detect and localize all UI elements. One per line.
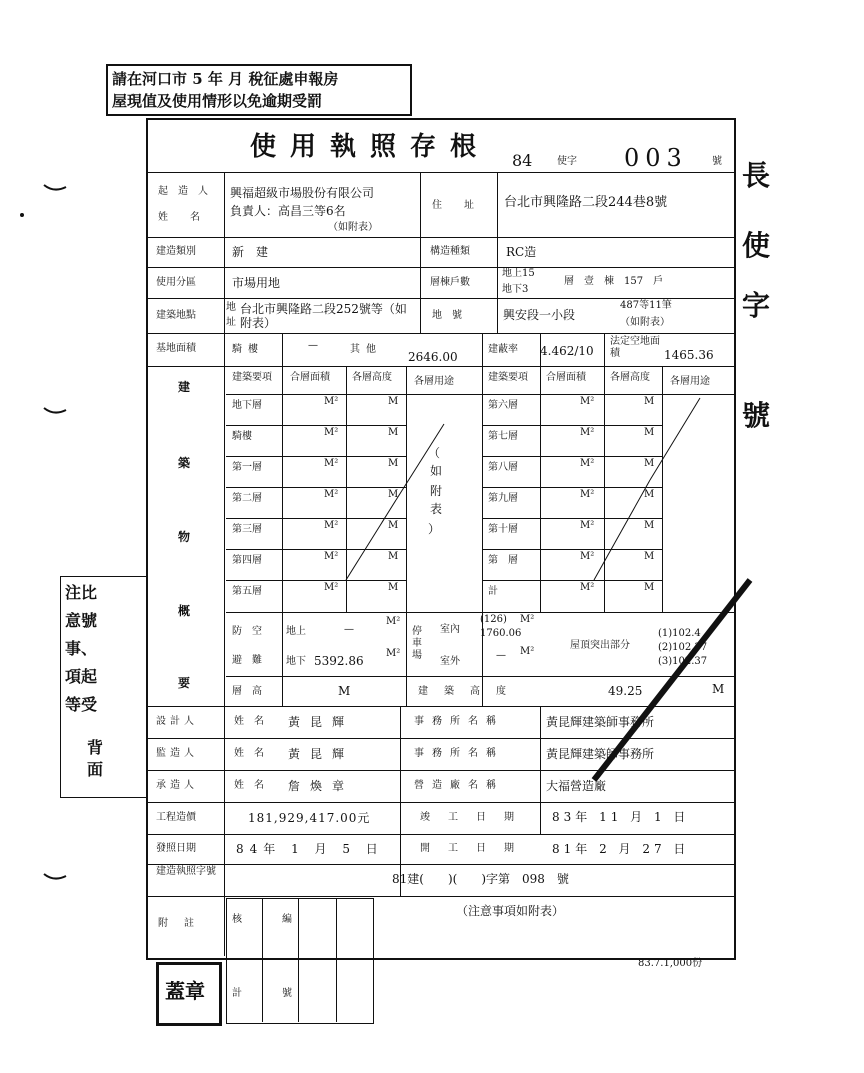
coverage-value: 4.462/10 xyxy=(540,344,594,358)
floors-below: 地下3 xyxy=(502,284,529,295)
approval-col-2: 編 xyxy=(282,914,292,925)
building-height-value: 49.25 xyxy=(608,684,643,698)
summary-char-2: 築 xyxy=(178,456,191,470)
story-height-label: 層高 xyxy=(232,686,272,697)
col-use-left: 各層用途 xyxy=(414,376,454,387)
doc-number: 003 xyxy=(624,144,688,172)
base-area-label: 基地面積 xyxy=(156,343,196,354)
floor-row-label: 第七層 xyxy=(488,431,518,442)
other-area: 2646.00 xyxy=(408,350,458,364)
site-value: 台北市興隆路二段252號等（如附表） xyxy=(240,302,407,330)
building-height-label: 建築高度 xyxy=(418,686,522,697)
bleed-through-char: 號 xyxy=(742,399,771,432)
floor-height-unit: M xyxy=(388,489,399,500)
official-seal xyxy=(156,962,222,1026)
summary-char-5: 要 xyxy=(178,676,191,690)
floor-row-label: 騎樓 xyxy=(232,431,252,442)
builder-name-label: 姓名 xyxy=(158,212,222,223)
shelter-above-area: — xyxy=(344,624,354,635)
floor-height-unit: M xyxy=(644,551,655,562)
designer-office-label: 事務所名稱 xyxy=(414,716,504,727)
supervisor-office-label: 事務所名稱 xyxy=(414,748,504,759)
floor-area-unit: M² xyxy=(580,489,595,500)
outdoor-unit: M² xyxy=(520,646,535,657)
builder-note: （如附表） xyxy=(328,222,378,233)
story-height-value: M xyxy=(338,684,351,698)
floor-height-unit: M xyxy=(644,489,655,500)
side-back-label: 背面 xyxy=(87,738,104,779)
designer-name-label: 姓名 xyxy=(234,716,274,727)
col-area-right: 合層面積 xyxy=(546,372,586,383)
shelter-above-unit: M² xyxy=(386,616,401,627)
summary-char-3: 物 xyxy=(178,530,191,544)
use-note-3: 附 xyxy=(430,484,443,498)
floor-area-unit: M² xyxy=(580,458,595,469)
summary-char-4: 概 xyxy=(178,604,191,618)
floor-area-unit: M² xyxy=(580,551,595,562)
seal-text: 蓋章 xyxy=(165,979,205,1003)
permit-value: 81建( )( )字第 098 號 xyxy=(392,872,569,886)
floor-area-unit: M² xyxy=(580,582,595,593)
floor-area-unit: M² xyxy=(324,396,339,407)
floor-area-unit: M² xyxy=(580,520,595,531)
building-height-unit: M xyxy=(712,682,725,696)
col-area-left: 合層面積 xyxy=(290,372,330,383)
doc-year: 84 xyxy=(512,151,533,170)
floor-row-label: 第三層 xyxy=(232,524,262,535)
contractor-firm-label: 營造廠名稱 xyxy=(414,780,504,791)
bleed-through-char: 使 xyxy=(742,229,771,262)
cost-value: 181,929,417.00元 xyxy=(248,811,371,825)
summary-char-1: 建 xyxy=(178,380,191,394)
indoor-label: 室內 xyxy=(440,624,460,635)
floor-height-unit: M xyxy=(388,427,399,438)
site-sub2: 址 xyxy=(226,317,236,328)
floor-row-label: 第 層 xyxy=(488,555,518,566)
permit-no-label: 建造執照字號 xyxy=(156,866,216,877)
edge-marks xyxy=(0,0,146,1073)
shelter-label: 防空 xyxy=(232,626,272,637)
floor-row-label: 第六層 xyxy=(488,400,518,411)
parking-label: 停車場 xyxy=(412,626,422,661)
completion-label: 竣工日期 xyxy=(420,812,532,823)
land-note: （如附表） xyxy=(620,317,670,328)
doc-char: 使字 xyxy=(557,156,577,167)
supervisor-office: 黃昆輝建築師事務所 xyxy=(546,747,655,761)
contractor-label: 承造人 xyxy=(156,780,198,791)
roof-3: (3)102.37 xyxy=(658,656,708,667)
col-height-left: 各層高度 xyxy=(352,372,392,383)
land-section: 興安段一小段 xyxy=(503,308,576,322)
tax-notice-line1: 請在河口市 5 年 月 稅征處申報房 xyxy=(112,70,339,88)
build-type-label: 建造類別 xyxy=(156,246,196,257)
legal-open-value: 1465.36 xyxy=(664,348,714,362)
floor-height-unit: M xyxy=(388,582,399,593)
cost-label: 工程造價 xyxy=(156,812,196,823)
floor-height-unit: M xyxy=(644,427,655,438)
floor-height-unit: M xyxy=(388,551,399,562)
use-zone-label: 使用分區 xyxy=(156,277,196,288)
floor-area-unit: M² xyxy=(324,520,339,531)
floor-row-label: 計 xyxy=(488,586,498,597)
shelter-below-area: 5392.86 xyxy=(314,654,364,668)
shelter-below-label: 地下 xyxy=(286,656,306,667)
site-label: 建築地點 xyxy=(156,310,196,321)
evac-label: 避難 xyxy=(232,655,272,666)
floor-row-label: 地下層 xyxy=(232,400,262,411)
outdoor-area: — xyxy=(496,650,506,661)
arcade-area: — xyxy=(308,340,318,351)
roof-part-label: 屋頂突出部分 xyxy=(570,640,630,651)
floor-area-unit: M² xyxy=(324,582,339,593)
approval-col-1: 核 xyxy=(232,914,242,925)
side-note-line: 意號 xyxy=(65,611,98,630)
side-note-line: 等受 xyxy=(65,695,98,714)
floor-area-unit: M² xyxy=(324,458,339,469)
floor-height-unit: M xyxy=(388,396,399,407)
col-height-right: 各層高度 xyxy=(610,372,650,383)
issue-date-value: 84年 1 月 5 日 xyxy=(236,842,384,856)
indoor-unit: M² xyxy=(520,614,535,625)
designer-office: 黃昆輝建築師事務所 xyxy=(546,715,655,729)
start-label: 開工日期 xyxy=(420,843,532,854)
floor-row-label: 第九層 xyxy=(488,493,518,504)
address-label: 住址 xyxy=(432,200,496,211)
coverage-label: 建蔽率 xyxy=(488,344,518,355)
bleed-through-char: 長 xyxy=(742,159,771,192)
land-no-label: 地號 xyxy=(432,310,472,321)
arcade-label: 騎樓 xyxy=(232,344,264,355)
floor-height-unit: M xyxy=(644,520,655,531)
floor-row-label: 第二層 xyxy=(232,493,262,504)
col-use-right: 各層用途 xyxy=(670,376,710,387)
roof-2: (2)102.37 xyxy=(658,642,708,653)
floors-above: 地上15 xyxy=(502,268,535,279)
roof-1: (1)102.4 xyxy=(658,628,701,639)
builder-rep: 負責人：高昌三等6名 xyxy=(230,204,346,218)
floor-height-unit: M xyxy=(644,458,655,469)
floor-height-unit: M xyxy=(644,396,655,407)
structure-value: RC造 xyxy=(506,245,537,259)
indoor-area: 1760.06 xyxy=(480,628,522,639)
floor-area-unit: M² xyxy=(324,427,339,438)
floor-row-label: 第十層 xyxy=(488,524,518,535)
print-run: 83.7.1,000份 xyxy=(638,958,703,969)
indoor-count: (126) xyxy=(480,614,507,625)
floor-area-unit: M² xyxy=(324,551,339,562)
floors-label: 層棟戶數 xyxy=(430,277,470,288)
side-note-line: 注比 xyxy=(65,583,98,602)
issue-date-label: 發照日期 xyxy=(156,843,196,854)
designer-label: 設計人 xyxy=(156,716,198,727)
structure-label: 構造種類 xyxy=(430,246,470,257)
bleed-through-char: 字 xyxy=(742,289,771,322)
floor-area-unit: M² xyxy=(324,489,339,500)
floor-area-unit: M² xyxy=(580,427,595,438)
shelter-above-label: 地上 xyxy=(286,626,306,637)
legal-open-label: 法定空地面積 xyxy=(610,336,660,359)
land-number: 487等11筆 xyxy=(620,300,672,311)
side-note-line: 事、 xyxy=(65,639,98,658)
use-note-4: 表 xyxy=(430,502,443,516)
approval-grid xyxy=(226,898,374,1024)
builder-label: 起造人 xyxy=(158,186,218,197)
floor-height-unit: M xyxy=(644,582,655,593)
supervisor-name-label: 姓名 xyxy=(234,748,274,759)
contractor-firm: 大福營造廠 xyxy=(546,779,607,793)
supervisor-name: 黃昆輝 xyxy=(288,747,355,761)
floor-row-label: 第八層 xyxy=(488,462,518,473)
approval-col-4: 計 xyxy=(232,988,242,999)
floor-area-unit: M² xyxy=(580,396,595,407)
floor-row-label: 第一層 xyxy=(232,462,262,473)
doc-suffix: 號 xyxy=(712,156,722,167)
site-sub1: 地 xyxy=(226,302,236,313)
col-item-right: 建築要項 xyxy=(488,372,528,383)
completion-value: 83年 11 月 1 日 xyxy=(552,810,690,824)
tax-notice-line2: 屋現值及使用情形以免逾期受罰 xyxy=(112,92,323,110)
use-note-1: （ xyxy=(428,446,441,460)
contractor-name-label: 姓名 xyxy=(234,780,274,791)
floor-height-unit: M xyxy=(388,458,399,469)
side-note-line: 項起 xyxy=(65,667,98,686)
floor-row-label: 第四層 xyxy=(232,555,262,566)
form-title: 使用執照存根 xyxy=(250,132,491,162)
floor-row-label: 第五層 xyxy=(232,586,262,597)
floors-units: 層 壹 棟 157 戶 xyxy=(564,276,664,287)
builder-value: 興福超級市場股份有限公司 xyxy=(230,186,375,200)
supervisor-label: 監造人 xyxy=(156,748,198,759)
floor-height-unit: M xyxy=(388,520,399,531)
other-label: 其他 xyxy=(350,344,382,355)
notes-reference: （注意事項如附表） xyxy=(456,904,565,918)
contractor-name: 詹煥章 xyxy=(288,779,355,793)
use-note-2: 如 xyxy=(430,464,443,478)
outdoor-label: 室外 xyxy=(440,656,460,667)
approval-col-3: 號 xyxy=(282,988,292,999)
col-item-left: 建築要項 xyxy=(232,372,272,383)
use-note-5: ） xyxy=(428,522,441,536)
designer-name: 黃昆輝 xyxy=(288,715,355,729)
start-value: 81年 2 月 27 日 xyxy=(552,842,690,856)
remarks-label: 附註 xyxy=(158,918,210,929)
use-zone-value: 市場用地 xyxy=(232,276,281,290)
address-value: 台北市興隆路二段244巷8號 xyxy=(504,195,668,210)
shelter-below-unit: M² xyxy=(386,648,401,659)
build-type-value: 新 建 xyxy=(232,245,269,259)
